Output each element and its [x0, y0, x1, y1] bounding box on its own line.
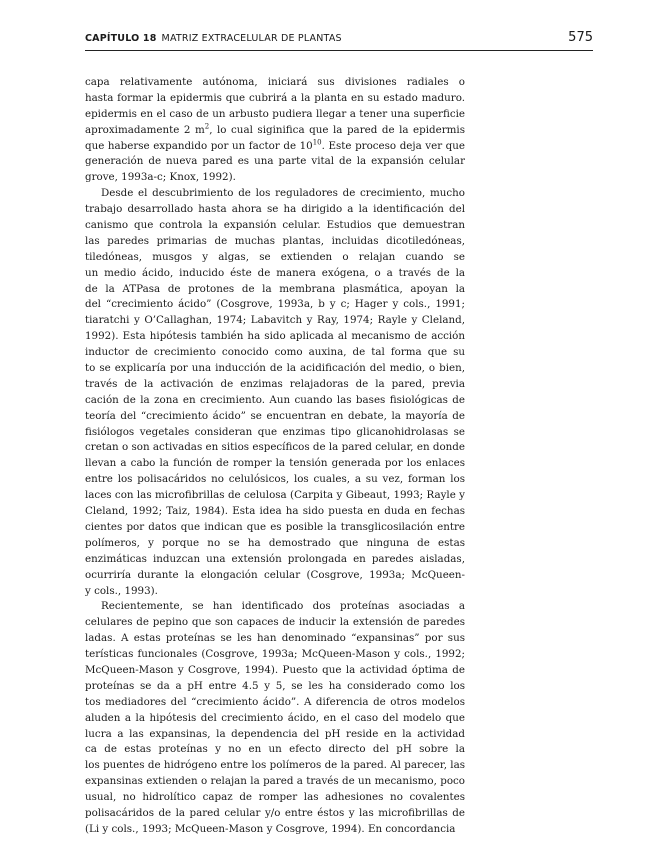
text-segment: aproximadamente 2 m [85, 123, 205, 136]
text-segment: , lo cual siginifica que la pared de la epidermis [209, 123, 465, 136]
text-line: tos mediadores del “crecimiento ácido”. A diferencia de otros modelos [85, 695, 465, 708]
chapter-title: MATRIZ EXTRACELULAR DE PLANTAS [161, 33, 342, 44]
superscript: 2 [204, 122, 210, 131]
text-line: los puentes de hidrógeno entre los polímeros de la pared. Al parecer, las [85, 759, 465, 772]
text-line: teoría del “crecimiento ácido” se encuentran en debate, la mayoría de [85, 409, 465, 422]
text-line: ocurriría durante la elongación celular (Cosgrove, 1993a; McQueen- [85, 568, 465, 581]
paragraph [85, 186, 465, 599]
text-line: usual, no hidrolítico capaz de romper las adhesiones no covalentes [85, 791, 465, 804]
text-line: epidermis en el caso de un arbusto pudiera llegar a tener una superficie [85, 107, 465, 120]
text-line: trabajo desarrollado hasta ahora se ha dirigido a la identificación del [85, 203, 465, 216]
text-line: hasta formar la epidermis que cubrirá a la planta en su estado maduro. [85, 91, 465, 104]
text-line: tiledóneas, musgos y algas, se extienden o relajan cuando se [85, 250, 465, 263]
text-line: proteínas se da a pH entre 4.5 y 5, se les ha considerado como los [85, 679, 465, 692]
text-line: del “crecimiento ácido” (Cosgrove, 1993a, b y c; Hager y cols., 1991; [85, 298, 465, 311]
text-line: capa relativamente autónoma, iniciará sus divisiones radiales o [85, 76, 465, 88]
text-line: cación de la zona en crecimiento. Aun cuando las bases fisiológicas de [85, 393, 465, 406]
text-line: cientes por datos que indican que es posible la transglicosilación entre [85, 520, 465, 533]
text-segment: que haberse expandido por un factor de 10 [85, 139, 313, 152]
running-head [85, 30, 593, 51]
text-line: McQueen-Mason y Cosgrove, 1994). Puesto que la actividad óptima de [85, 663, 465, 676]
text-line: to se explicaría por una inducción de la acidificación del medio, o bien, [85, 362, 465, 375]
text-line [85, 123, 465, 139]
text-line: enzimáticas induzcan una extensión prolongada en paredes aisladas, [85, 552, 465, 565]
text-line: entre los polisacáridos no celulósicos, los cuales, a su vez, forman los [85, 473, 465, 486]
text-line: terísticas funcionales (Cosgrove, 1993a; McQueen-Mason y cols., 1992; [85, 648, 465, 661]
text-line: llevan a cabo la función de romper la tensión generada por los enlaces [85, 457, 465, 470]
text-line: tiaratchi y O’Callaghan, 1974; Labavitch y Ray, 1974; Rayle y Cleland, [85, 314, 465, 327]
text-line: expansinas extienden o relajan la pared a través de un mecanismo, poco [85, 775, 465, 788]
text-line: de la ATPasa de protones de la membrana plasmática, apoyan la [85, 282, 465, 295]
text-line [85, 139, 465, 155]
text-line: un medio ácido, inducido éste de manera exógena, o a través de la [85, 266, 465, 279]
text-line: laces con las microfibrillas de celulosa (Carpita y Gibeaut, 1993; Rayle y [85, 489, 465, 502]
text-line: aluden a la hipótesis del crecimiento ácido, en el caso del modelo que [85, 711, 465, 724]
text-line: ladas. A estas proteínas se les han denominado “expansinas” por sus [85, 632, 465, 645]
text-line: Recientemente, se han identificado dos proteínas asociadas a [101, 600, 465, 613]
text-line: Desde el descubrimiento de los reguladores de crecimiento, mucho [101, 187, 465, 200]
superscript: 10 [312, 138, 322, 147]
text-line: canismo que controla la expansión celular. Estudios que demuestran [85, 219, 465, 232]
text-line: polisacáridos de la pared celular y/o entre éstos y las microfibrillas de [85, 806, 465, 819]
text-line: las paredes primarias de muchas plantas, incluidas dicotiledóneas, [85, 234, 465, 247]
text-line: (Li y cols., 1993; McQueen-Mason y Cosgrove, 1994). En concordancia [85, 822, 456, 835]
text-line: polímeros, y porque no se ha demostrado que ninguna de estas [85, 536, 465, 549]
text-line: través de la activación de enzimas relajadoras de la pared, previa [85, 377, 465, 390]
chapter-label: CAPÍTULO 18 [85, 33, 157, 44]
text-line: lucra a las expansinas, la dependencia del pH reside en la actividad [85, 727, 465, 740]
text-line: y cols., 1993). [85, 584, 158, 597]
text-line: fisiólogos vegetales consideran que enzimas tipo glicanohidrolasas se [85, 425, 465, 438]
text-segment: . Este proceso deja ver que [321, 139, 465, 152]
text-line: Cleland, 1992; Taiz, 1984). Esta idea ha sido puesta en duda en fechas [85, 505, 465, 518]
text-line: cretan o son activadas en sitios específicos de la pared celular, en donde [85, 441, 465, 454]
text-line: celulares de pepino que son capaces de inducir la extensión de paredes [85, 616, 465, 629]
text-line: ca de estas proteínas y no en un efecto directo del pH sobre la [85, 743, 465, 756]
body-text [85, 75, 465, 838]
text-line: inductor de crecimiento conocido como auxina, de tal forma que su [85, 346, 465, 359]
text-line: 1992). Esta hipótesis también ha sido aplicada al mecanismo de acción [85, 330, 465, 343]
text-line: generación de nueva pared es una parte vital de la expansión celular [85, 155, 465, 168]
paragraph [85, 599, 465, 837]
text-line: grove, 1993a-c; Knox, 1992). [85, 171, 236, 184]
page-number: 575 [568, 30, 593, 45]
paragraph [85, 75, 465, 186]
